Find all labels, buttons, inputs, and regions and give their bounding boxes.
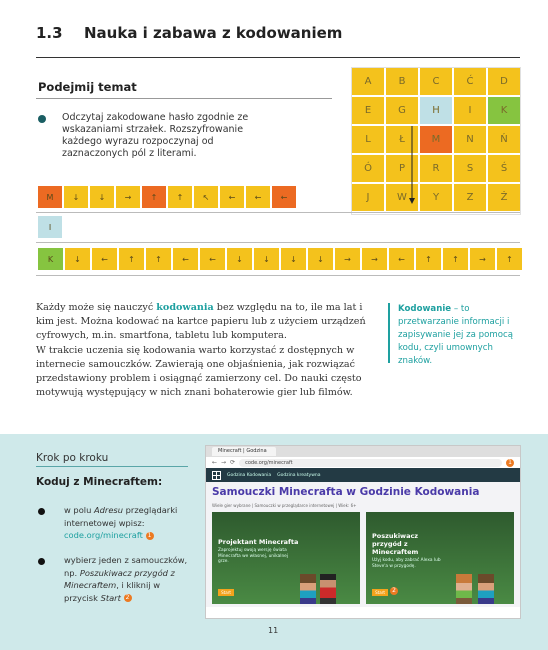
step-2-part-a: wybierz jeden z samouczków, np. [64, 555, 188, 578]
grid-cell: C [420, 68, 452, 95]
card-designer-start-button[interactable]: Start [218, 589, 234, 596]
grid-cell: Ś [488, 155, 520, 182]
code-cell: M [38, 186, 62, 208]
letter-grid [352, 68, 520, 211]
para-text-2: bez względu na to, ile ma lat i kim jest. Można kodować na kartce papieru lub z użyciem urządzeń cyfrowych, m.in. smartfona, tabletu lub komputera. [36, 302, 366, 342]
forward-icon[interactable]: → [221, 459, 227, 466]
code-cell: → [116, 186, 140, 208]
card-designer-sub: Zaprojektuj swoją wersję świata Minecrafta we własnej, unikalnej grze. [218, 548, 289, 564]
main-paragraph [36, 301, 366, 400]
code-row-2 [38, 248, 522, 270]
steve-figure-icon-2 [478, 574, 494, 604]
task-text: Odczytaj zakodowane hasło zgodnie ze wskazaniami strzałek. Rozszyfrowanie każdego wyrazu rozpoczynaj od zaznaczonych pól z literami. [62, 112, 249, 159]
grid-cell: Ó [352, 155, 384, 182]
grid-cell: N [454, 126, 486, 153]
step-1-part-b: przeglądarki internetowej wpisz: [64, 505, 178, 528]
task-heading: Podejmij temat [38, 80, 137, 94]
side-note-definition: – to przetwarzanie informacji i zapisywanie jej za pomocą kodu, czyli umownych znaków. [398, 304, 513, 366]
grid-cell: R [420, 155, 452, 182]
code-cell: ← [220, 186, 244, 208]
url-badge: 1 [506, 459, 514, 467]
steve-figure-icon [300, 574, 316, 604]
code-cell: ↑ [443, 248, 468, 270]
side-note-term: Kodowanie [398, 304, 452, 314]
step-1-part-a: w polu [64, 505, 94, 515]
start-badge: 2 [390, 587, 398, 595]
minecraft-link[interactable]: code.org/minecraft [64, 530, 143, 540]
code-cell: ↓ [281, 248, 306, 270]
code-row-rule-3 [36, 275, 520, 276]
code-cell: ↑ [119, 248, 144, 270]
character-figure-icon [320, 574, 336, 604]
step-2-text [64, 554, 196, 604]
code-cell: ← [272, 186, 296, 208]
code-cell: K [38, 248, 63, 270]
page-number: 11 [268, 626, 279, 635]
browser-breadcrumb: Wiele gier wybrane | Samouczki w przeglądarce internetowej | Wiek: 6+ [212, 503, 357, 508]
grid-cell: K [488, 97, 520, 124]
card-designer[interactable] [212, 512, 360, 604]
code-cell: ↓ [227, 248, 252, 270]
step-1-bullet [38, 508, 45, 515]
para-text-1: Każdy może się nauczyć [36, 302, 157, 313]
grid-cell: Ń [488, 126, 520, 153]
grid-cell: W [386, 184, 418, 211]
step-2-part-b: , i kliknij w przycisk [64, 580, 160, 603]
steps-rule [36, 466, 188, 467]
browser-page-title: Samouczki Minecrafta w Godzinie Kodowania [212, 486, 480, 498]
code-cell: → [470, 248, 495, 270]
grid-cell: Ż [488, 184, 520, 211]
code-cell: → [335, 248, 360, 270]
code-cell: ↑ [146, 248, 171, 270]
code-cell: ↓ [65, 248, 90, 270]
grid-cell: D [488, 68, 520, 95]
code-cell: ↓ [254, 248, 279, 270]
code-cell: ↑ [142, 186, 166, 208]
code-cell: ↑ [416, 248, 441, 270]
step-1-text [64, 504, 196, 542]
grid-cell: P [386, 155, 418, 182]
browser-content [206, 482, 520, 607]
step-2-italic: Poszukiwacz przygód z Minecraftem [64, 567, 175, 590]
code-cell: ← [200, 248, 225, 270]
grid-cell: B [386, 68, 418, 95]
grid-cell: S [454, 155, 486, 182]
browser-tab[interactable]: Minecraft | Godzina [212, 447, 276, 456]
para-text-3: W trakcie uczenia się kodowania warto korzystać z dostępnych w internecie samouczków. Zawierają one objaśnienia, jak rozwiązać przedstawiony problem i osiągnąć zamierzony cel. Do nauki często motywują występujący w nich znani bohaterowie gier lub filmów. [36, 344, 362, 399]
back-icon[interactable]: ← [212, 459, 218, 466]
steps-label: Krok po kroku [36, 452, 109, 464]
site-nav [206, 468, 520, 482]
alex-figure-icon [456, 574, 472, 604]
header-rule [36, 57, 520, 58]
grid-cell: M [420, 126, 452, 153]
grid-cell: J [352, 184, 384, 211]
card-adventurer-title: Poszukiwacz przygód z Minecraftem [372, 532, 419, 556]
code-cell: ↓ [308, 248, 333, 270]
code-cell: ← [173, 248, 198, 270]
grid-cell: E [352, 97, 384, 124]
side-note [398, 303, 523, 368]
code-cell: ← [389, 248, 414, 270]
browser-screenshot [206, 446, 520, 618]
grid-cell: Y [420, 184, 452, 211]
code-row-1 [38, 186, 296, 208]
task-rule [36, 98, 332, 99]
task-bullet [38, 115, 46, 123]
code-cell: ↑ [168, 186, 192, 208]
steps-title: Koduj z Minecraftem: [36, 476, 163, 488]
step-1-italic: Adresu [93, 505, 124, 515]
grid-cell: H [420, 97, 452, 124]
code-org-logo-icon[interactable] [212, 471, 221, 480]
browser-tabbar [206, 446, 520, 457]
grid-cell: I [454, 97, 486, 124]
code-cell: ↑ [497, 248, 522, 270]
card-adventurer[interactable] [366, 512, 514, 604]
card-designer-title: Projektant Minecrafta [218, 538, 299, 546]
code-cell: ← [246, 186, 270, 208]
browser-address-bar [206, 457, 520, 468]
step-2-bullet [38, 558, 45, 565]
side-note-bar [388, 303, 390, 363]
grid-cell: A [352, 68, 384, 95]
grid-cell: G [386, 97, 418, 124]
nav-item-1[interactable]: Godzina kreatywna [277, 472, 321, 478]
card-adventurer-sub: Użyj kodu, aby zabrać Alexa lub Steve'a w przygodę. [372, 558, 441, 569]
keyword-kodowania: kodowania [156, 302, 214, 313]
grid-cell: Ł [386, 126, 418, 153]
code-row-rule-2 [36, 242, 520, 243]
code-cell: ↓ [64, 186, 88, 208]
code-cell: ← [92, 248, 117, 270]
url-field[interactable]: code.org/minecraft [239, 459, 502, 467]
card-adventurer-start-button[interactable]: Start [372, 589, 388, 596]
code-row-1b [38, 216, 62, 238]
grid-cell: Z [454, 184, 486, 211]
reload-icon[interactable]: ⟳ [230, 459, 236, 466]
code-cell: → [362, 248, 387, 270]
code-cell: ↖ [194, 186, 218, 208]
grid-cell: Ć [454, 68, 486, 95]
code-cell: I [38, 216, 62, 238]
nav-item-0[interactable]: Godzina Kodowania [227, 472, 272, 478]
step-2-badge: 2 [124, 594, 132, 602]
section-number: 1.3 [36, 24, 63, 42]
step-2-italic-start: Start [100, 592, 121, 603]
code-row-rule-1 [36, 212, 520, 213]
grid-cell: L [352, 126, 384, 153]
section-title: Nauka i zabawa z kodowaniem [84, 24, 343, 42]
grid-arrow [408, 126, 418, 206]
code-cell: ↓ [90, 186, 114, 208]
step-1-badge: 1 [146, 532, 154, 540]
